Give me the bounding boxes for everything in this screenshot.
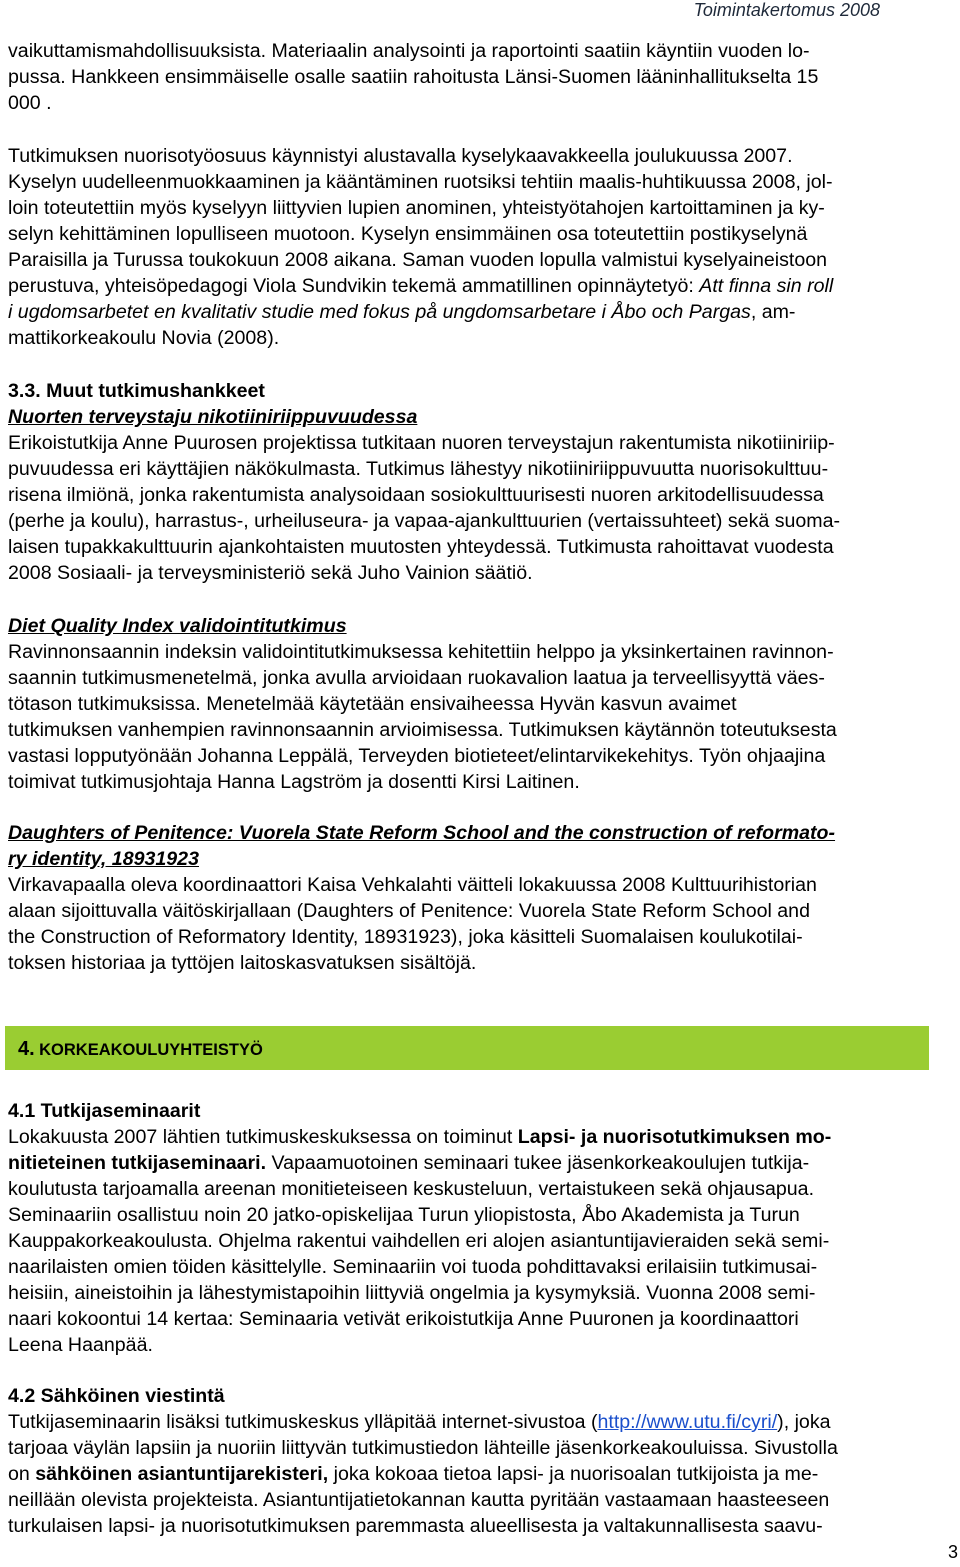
website-link[interactable]: http://www.utu.fi/cyri/ — [597, 1411, 778, 1433]
subheading-daughters-of-penitence: Daughters of Penitence: Vuorela State Reform School and the construction of reformato- ry identity, 18931923 — [8, 822, 836, 870]
paragraph-project-funding: vaikuttamismahdollisuuksista. Materiaalin analysointi ja raportointi saatiin käyntiin vuoden lo- pussa. Hankkeen ensimmäiselle osalle saatiin rahoitusta Länsi-Suomen lääninhallitukselta 15 000 . — [8, 40, 819, 114]
chapter-number: 4. — [18, 1038, 35, 1060]
seminar-name: Lapsi- ja nuorisotutkimuksen mo- nitieteinen tutkijaseminaari. — [8, 1126, 832, 1174]
paragraph-nicotine: Erikoistutkija Anne Puurosen projektissa tutkitaan nuoren terveystajun rakentumista nikotiiniriip- puvuudessa eri käyttäjien näkökulmasta. Tutkimus lähestyy nikotiiniriippuvuutta nuorisokulttuu- risena ilmiönä, jonka rakentumista analysoidaan sosiokulttuurisesti nuoren arkitodellisuudessa (perhe ja koulu), harrastus-, urheiluseura- ja vapaa-ajankulttuurien (vertaissuhteet) sekä suoma- laisen tupakkakulttuurin ajankohtaisten muutosten yhteydessä. Tutkimusta rahoittavat vuodesta 2008 Sosiaali- ja terveysministeriö sekä Juho Vainion säätiö. — [8, 432, 841, 584]
paragraph-electronic-communication — [8, 1409, 952, 1539]
page-number: 3 — [947, 1542, 958, 1562]
section-heading-4-1: 4.1 Tutkijaseminaarit — [8, 1100, 201, 1122]
section-heading-3-3: 3.3. Muut tutkimushankkeet — [8, 380, 265, 402]
thesis-title: Att finna sin roll i ugdomsarbetet en kvalitativ studie med fokus på ungdomsarbetare i Åbo och Pargas — [8, 275, 834, 323]
subheading-diet-quality-index: Diet Quality Index validointitutkimus — [8, 615, 347, 637]
expert-registry: sähköinen asiantuntijarekisteri, — [35, 1463, 329, 1485]
paragraph-diet-quality-index: Ravinnonsaannin indeksin validointitutkimuksessa kehitettiin helppo ja yksinkertainen ravinnon- saannin tutkimusmenetelmä, jonka avulla arvioidaan ruokavalion laatua ja terveellisyyttä väes- tötason tutkimuksissa. Menetelmää käytetään ensivaiheessa Hyvän kasvun avaimet tutkimuksen vanhempien ravinnonsaannin arvioimisessa. Tutkimuksen käytännön toteutuksesta vastasi lopputyönään Johanna Leppälä, Terveyden biotieteet/elintarvikekehitys. Työn ohjaajina toimivat tutkimusjohtaja Hanna Lagström ja dosentti Kirsi Laitinen. — [8, 641, 837, 793]
communication-text-start: Tutkijaseminaarin lisäksi tutkimuskeskus ylläpitää internet-sivustoa ( — [8, 1411, 598, 1433]
communication-text: ), joka tarjoaa väylän lapsiin ja nuoriin liittyvän tutkimustiedon lähteille jäsenkorkeakouluissa. Sivustolla on — [8, 1411, 838, 1485]
paragraph-researcher-seminar — [8, 1124, 952, 1358]
survey-text-end: , am- mattikorkeakoulu Novia (2008). — [8, 301, 796, 349]
chapter-4-title — [18, 1038, 263, 1061]
subheading-nicotine: Nuorten terveystaju nikotiiniriippuvuudessa — [8, 406, 418, 428]
seminar-text: Vapaamuotoinen seminaari tukee jäsenkorkeakoulujen tutkija- koulutusta tarjoamalla areenan monitieteiseen keskusteluun, vertaistukeen sekä ohjausapua. Seminaariin osallistuu noin 20 jatko-opiskelijaa Turun yliopistosta, Åbo Akademista ja Turun Kauppakorkeakoulusta. Ohjelma rakentui vaihdellen eri alojen asiantuntijavieraiden sekä semi- naarilaisten omien töiden käsittelylle. Seminaariin voi tuoda pohdittavaksi erilaisiin tutkimusai- heisiin, aineistoihin ja lähestymistapoihin liittyviä ongelmia ja kysymyksiä. Vuonna 2008 semi- naari kokoontui 14 kertaa: Seminaaria vetivät erikoistutkija Anne Puuronen ja koordinaattori Leena Haanpää. — [8, 1152, 830, 1356]
communication-text-end: joka kokoaa tietoa lapsi- ja nuorisoalan tutkijoista ja me- neillään olevista projekteista. Asiantuntijatietokannan kautta pyritään vastaamaan haasteeseen turkulaisen lapsi- ja nuorisotutkimuksen paremmasta alueellisesta ja valtakunnallisesta saavu- — [8, 1463, 830, 1537]
chapter-name: KORKEAKOULUYHTEISTYÖ — [39, 1041, 263, 1059]
section-heading-4-2: 4.2 Sähköinen viestintä — [8, 1385, 225, 1407]
survey-text: Tutkimuksen nuorisotyöosuus käynnistyi alustavalla kyselykaavakkeella joulukuussa 2007. Kyselyn uudelleenmuokkaaminen ja kääntäminen ruotsiksi tehtiin maalis-huhtikuussa 2008, jol- loin toteutettiin myös kyselyyn liittyvien lupien anominen, yhteistyötahojen kartoittaminen ja ky- selyn kehittäminen lopulliseen muotoon. Kyselyn ensimmäinen osa toteutettiin postikyselynä Paraisilla ja Turussa toukokuun 2008 aikana. Saman vuoden lopulla valmistui kyselyaineistoon perustuva, yhteisöpedagogi Viola Sundvikin tekemä ammatillinen opinnäytetyö: — [8, 145, 833, 297]
chapter-4-banner — [5, 1026, 929, 1070]
running-header: Toimintakertomus 2008 — [693, 0, 880, 20]
paragraph-youth-work-survey — [8, 143, 952, 351]
seminar-text-start: Lokakuusta 2007 lähtien tutkimuskeskuksessa on toiminut — [8, 1126, 518, 1148]
paragraph-daughters-of-penitence: Virkavapaalla oleva koordinaattori Kaisa Vehkalahti väitteli lokakuussa 2008 Kulttuurihistorian alaan sijoittuvalla väitöskirjallaan (Daughters of Penitence: Vuorela State Reform School and the Construction of Reformatory Identity, 18931923), joka käsitteli Suomalaisen koulukotilai- toksen historiaa ja tyttöjen laitoskasvatuksen sisältöjä. — [8, 874, 817, 974]
